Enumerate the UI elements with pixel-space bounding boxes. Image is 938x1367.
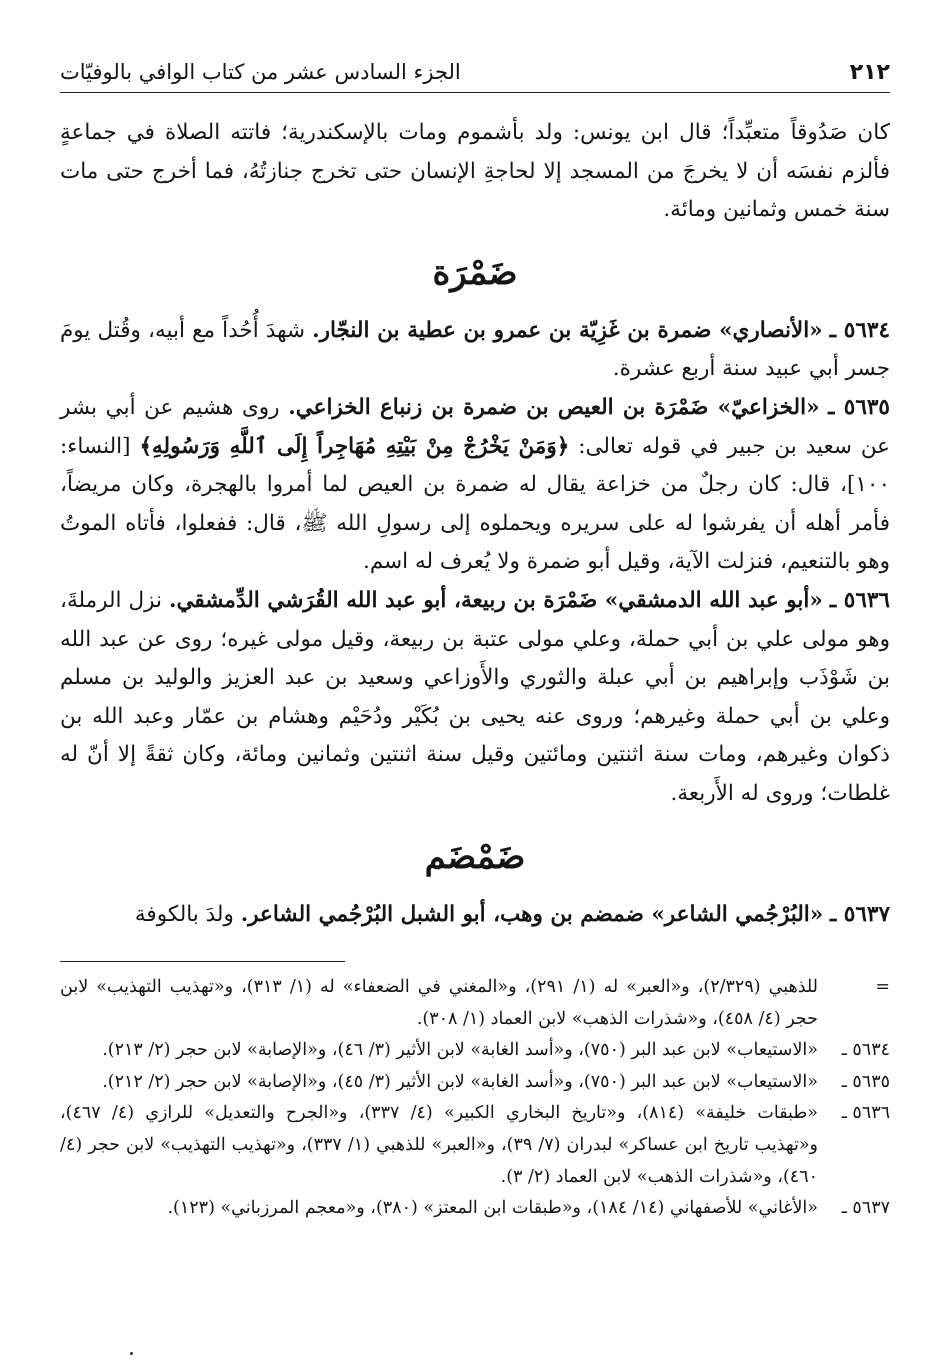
entry-number: ٥٦٣٧ ـ bbox=[830, 901, 890, 927]
entry-5636 bbox=[60, 582, 890, 814]
footnote-label: ٥٦٣٥ ـ bbox=[841, 1071, 890, 1092]
footnote-text: «الأغاني» للأصفهاني (١٤/ ١٨٤)، و«طبقات ابن المعتز» (٣٨٠)، و«معجم المرزباني» (١٢٣). bbox=[167, 1198, 818, 1219]
page-number: ٢١٢ bbox=[849, 60, 890, 85]
footnote-5635 bbox=[60, 1067, 890, 1099]
entry-number: ٥٦٣٥ ـ bbox=[828, 394, 890, 420]
section-heading-damdam: ضَمْضَم bbox=[424, 836, 526, 877]
footnote-text: «الاستيعاب» لابن عبد البر (٧٥٠)، و«أسد الغابة» لابن الأثير (٣/ ٤٦)، و«الإصابة» لابن حجر (٢/ ٢١٣). bbox=[102, 1040, 818, 1061]
entry-name: «الأنصاري» ضمرة بن غَزِيّة بن عمرو بن عطية بن النجّار. bbox=[312, 317, 823, 343]
entry-5635 bbox=[60, 389, 890, 582]
footnote-5637 bbox=[60, 1193, 890, 1225]
entry-text: شهدَ أُحُداً مع أبيه، وقُتل يومَ جسر أبي عبيد سنة أربع عشرة. bbox=[60, 317, 890, 382]
quran-quote: ﴿وَمَنْ يَخْرُجْ مِنْ بَيْتِهِ مُهَاجِراً إِلَى ٱللَّهِ وَرَسُولِهِ﴾ bbox=[139, 433, 570, 459]
entry-text: نزل الرملةَ، وهو مولى علي بن أبي حملة، وعلي مولى عتبة بن ربيعة، وقيل مولى غيره؛ روى عن عبد الله بن شَوْذَب وإبراهيم بن أبي عبلة والثوري والأَوزاعي وسعيد بن عبد العزيز والوليد بن مسلم وعلي بن أبي حملة وغيرهم؛ وروى عنه يحيى بن بُكَيْر ودُحَيْم وهشام بن عمّار وعبد الله بن ذكوان وغيرهم، ومات سنة اثنتين ومائتين وقيل سنة اثنتين وثمانين ومائة، وكان ثقةً إلا أنّ له غلطات؛ وروى له الأَربعة. bbox=[60, 587, 890, 806]
entry-text: ولدَ بالكوفة bbox=[134, 901, 234, 927]
entry-number: ٥٦٣٦ ـ bbox=[829, 587, 890, 613]
footnote-text: للذهبي (٢/٣٢٩)، و«العبر» له (١/ ٢٩١)، و«المغني في الضعفاء» له (١/ ٣١٣)، و«تهذيب التهذيب» لابن حجر (٤/ ٤٥٨)، و«شذرات الذهب» لابن العماد (١/ ٣٠٨). bbox=[60, 977, 819, 1029]
footnote-5636 bbox=[60, 1098, 890, 1193]
intro-paragraph: كان صَدُوقاً متعبِّداً؛ قال ابن يونس: ولد بأشموم ومات بالإسكندرية؛ فاتته الصلاة في جماعةٍ فألزم نفسَه أن لا يخرجَ من المسجد إلا لحاجةِ الإنسان حتى تخرج جنازتُهُ، فما أخرج حتى مات سنة خمس وثمانين ومائة. bbox=[60, 120, 890, 223]
entry-name: «أبو عبد الله الدمشقي» ضَمْرَة بن ربيعة، أبو عبد الله القُرَشي الدِّمشقي. bbox=[168, 587, 823, 613]
footnote-label: ٥٦٣٧ ـ bbox=[841, 1198, 890, 1219]
section-heading-damra: ضَمْرَة bbox=[432, 252, 518, 293]
entry-number: ٥٦٣٤ ـ bbox=[829, 317, 890, 343]
scan-speck bbox=[130, 1352, 133, 1355]
entry-text: روى هشيم عن أبي بشر عن سعيد بن جبير في قوله تعالى: bbox=[60, 394, 891, 459]
entry-name: «البُرْجُمي الشاعر» ضمضم بن وهب، أبو الشبل البُرْجُمي الشاعر. bbox=[240, 901, 824, 927]
footnote-continued bbox=[60, 972, 890, 1035]
entry-text-continued: [النساء: ١٠٠]، قال: كان رجلٌ من خزاعة يقال له ضمرة بن العيص لما أمروا بالهجرة، وكان مريضاً، فأمر أهله أن يفرشوا له على سريره ويحملوه إلى رسولِ الله ﷺ، قال: ففعلوا، فأتاه الموتُ وهو بالتنعيم، فنزلت الآية، وقيل أبو ضمرة ولا يُعرف له اسم. bbox=[60, 433, 890, 575]
page-header bbox=[60, 56, 890, 93]
footnote-label: ٥٦٣٦ ـ bbox=[841, 1103, 890, 1124]
entry-5637 bbox=[60, 896, 890, 935]
footnotes bbox=[60, 972, 890, 1225]
footnote-text: «طبقات خليفة» (٨١٤)، و«تاريخ البخاري الكبير» (٤/ ٣٣٧)، و«الجرح والتعديل» للرازي (٤/ ٤٦٧)، و«تهذيب تاريخ ابن عساكر» لبدران (٧/ ٣٩)، و«العبر» للذهبي (١/ ٣٣٧)، و«تهذيب التهذيب» لابن حجر (٤/ ٤٦٠)، و«شذرات الذهب» لابن العماد (٢/ ٣). bbox=[60, 1103, 818, 1187]
entry-5634 bbox=[60, 312, 890, 389]
footnote-5634 bbox=[60, 1035, 890, 1067]
entry-name: «الخزاعيّ» ضَمْرَة بن العيص بن ضمرة بن زنباع الخزاعي. bbox=[288, 394, 820, 420]
footnote-label: ٥٦٣٤ ـ bbox=[841, 1040, 890, 1061]
footnote-divider bbox=[60, 961, 345, 962]
footnote-label: = bbox=[875, 977, 890, 997]
main-text bbox=[60, 114, 890, 934]
document-page bbox=[60, 0, 890, 1367]
running-title: الجزء السادس عشر من كتاب الوافي بالوفيّات bbox=[60, 60, 461, 84]
footnote-text: «الاستيعاب» لابن عبد البر (٧٥٠)، و«أسد الغابة» لابن الأثير (٣/ ٤٥)، و«الإصابة» لابن حجر (٢/ ٢١٢). bbox=[102, 1071, 818, 1092]
